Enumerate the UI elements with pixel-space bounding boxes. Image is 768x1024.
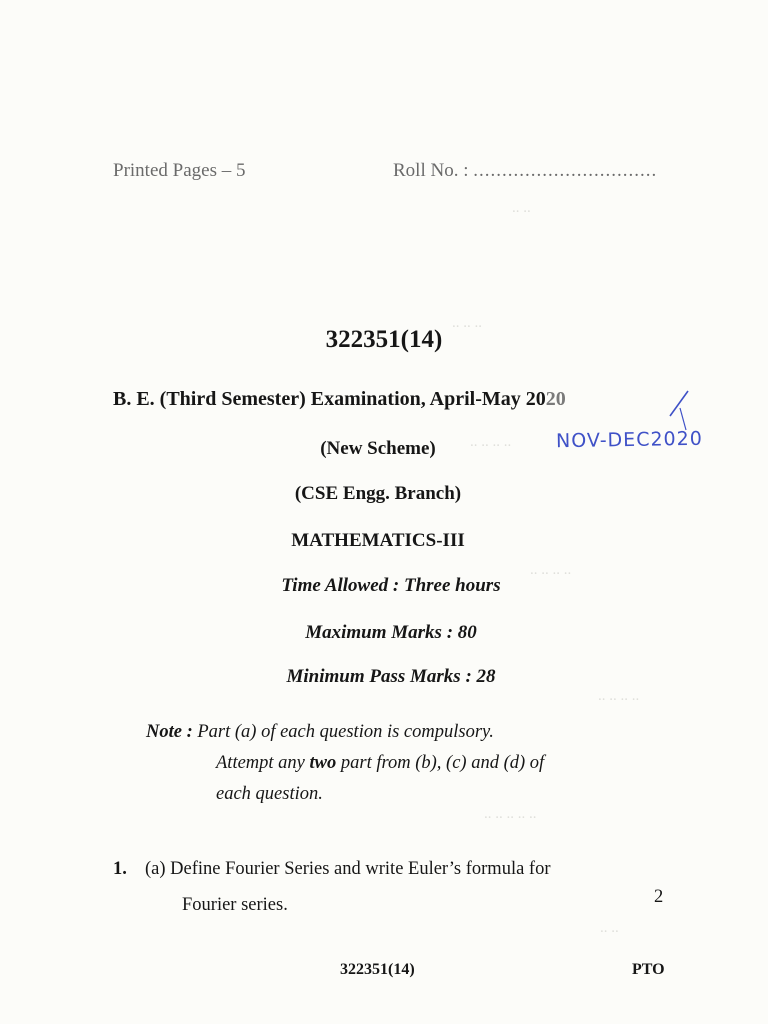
- roll-number-blank: ................................: [473, 160, 658, 181]
- maximum-marks: Maximum Marks : 80: [305, 622, 477, 643]
- bleed-through-text: .. .. .. ..: [470, 434, 512, 450]
- bleed-through-text: .. ..: [512, 200, 531, 216]
- question-part: (a): [145, 859, 166, 879]
- footer-paper-code: 322351(14): [340, 961, 415, 978]
- bleed-through-text: .. .. ..: [452, 315, 482, 331]
- roll-number-label: Roll No. :: [393, 160, 469, 181]
- printed-pages: Printed Pages – 5: [113, 160, 246, 181]
- minimum-pass-marks: Minimum Pass Marks : 28: [286, 666, 496, 687]
- note-text-1: Part (a) of each question is compulsory.: [197, 722, 494, 742]
- handwritten-session-note: NOV-DEC2020: [555, 427, 704, 453]
- note-label: Note :: [146, 722, 193, 742]
- question-1-line-1: [113, 851, 551, 887]
- question-number: 1.: [113, 859, 127, 879]
- note-line-3: each question.: [216, 784, 323, 804]
- bleed-through-text: .. .. .. ..: [598, 688, 640, 704]
- exam-title-text: B. E. (Third Semester) Examination, April-May 20: [113, 388, 546, 410]
- question-text-1: Define Fourier Series and write Euler’s formula for: [170, 859, 551, 879]
- bleed-through-text: .. .. .. .. ..: [484, 806, 537, 822]
- note-text-2a: Attempt any: [216, 753, 310, 773]
- question-marks: 2: [654, 887, 664, 907]
- question-text-2: Fourier series.: [182, 895, 288, 915]
- bleed-through-text: .. .. .. ..: [530, 562, 572, 578]
- scheme: (New Scheme): [320, 438, 436, 459]
- exam-title: [113, 388, 566, 411]
- roll-number-field: [393, 160, 657, 182]
- question-1: [113, 851, 551, 923]
- branch: (CSE Engg. Branch): [294, 483, 462, 504]
- footer-pto: PTO: [632, 961, 665, 978]
- bleed-through-text: .. ..: [600, 920, 619, 936]
- instructions-note: [146, 717, 646, 810]
- note-text-2c: part from (b), (c) and (d) of: [336, 753, 545, 773]
- note-text-2b: two: [309, 753, 337, 773]
- time-allowed: Time Allowed : Three hours: [281, 575, 501, 596]
- note-line-1: [146, 717, 646, 748]
- note-line-2: [146, 748, 646, 779]
- subject-title: MATHEMATICS-III: [291, 530, 465, 551]
- paper-code: 322351(14): [325, 326, 443, 353]
- exam-year-suffix: 20: [545, 388, 566, 410]
